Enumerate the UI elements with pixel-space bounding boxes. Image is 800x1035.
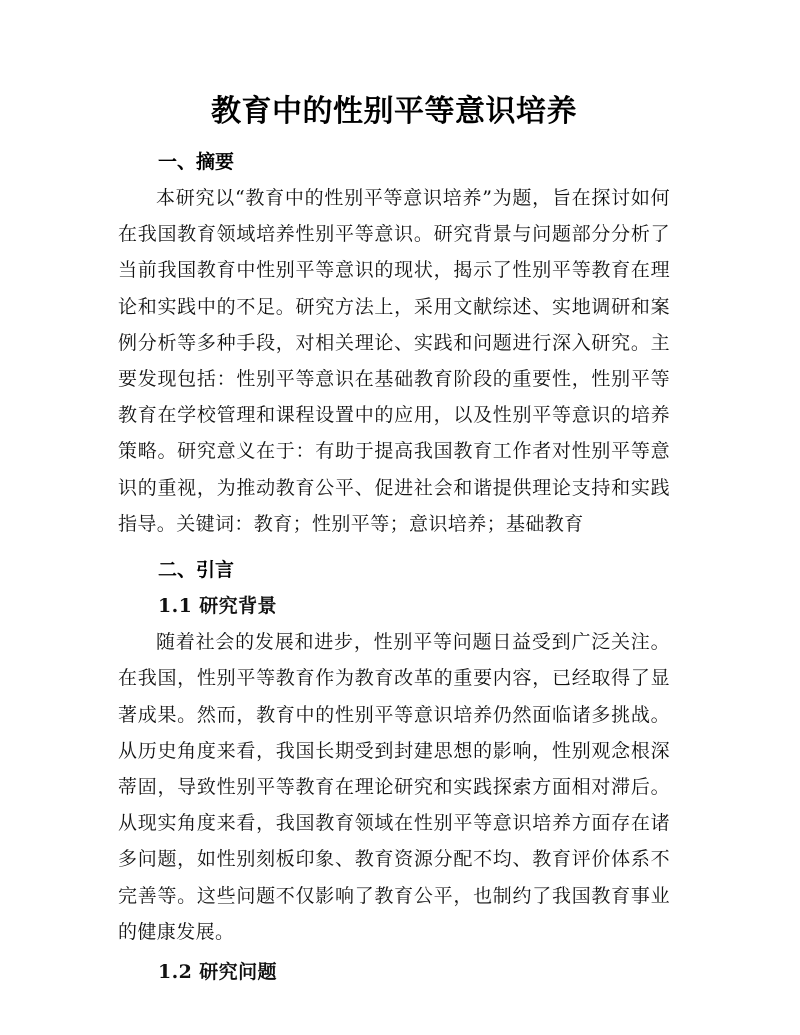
abstract-paragraph: 本研究以“教育中的性别平等意识培养”为题，旨在探讨如何在我国教育领域培养性别平等意识。研究背景与问题部分分析了当前我国教育中性别平等意识的现状，揭示了性别平等教育在理论和实践中的不足。研究方法上，采用文献综述、实地调研和案例分析等多种手段，对相关理论、实践和问题进行深入研究。主要发现包括：性别平等意识在基础教育阶段的重要性，性别平等教育在学校管理和课程设置中的应用，以及性别平等意识的培养策略。研究意义在于：有助于提高我国教育工作者对性别平等意识的重视，为推动教育公平、促进社会和谐提供理论支持和实践指导。关键词：教育；性别平等；意识培养；基础教育 [118,187,670,535]
research-background-paragraph: 随着社会的发展和进步，性别平等问题日益受到广泛关注。在我国，性别平等教育作为教育改革的重要内容，已经取得了显著成果。然而，教育中的性别平等意识培养仍然面临诸多挑战。从历史角度来看，我国长期受到封建思想的影响，性别观念根深蒂固，导致性别平等教育在理论研究和实践探索方面相对滞后。从现实角度来看，我国教育领域在性别平等意识培养方面存在诸多问题，如性别刻板印象、教育资源分配不均、教育评价体系不完善等。这些问题不仅影响了教育公平，也制约了我国教育事业的健康发展。 [118,631,670,943]
subsection-heading-research-background: 1.1 研究背景 [158,595,277,618]
section-heading-introduction: 二、引言 [158,559,235,582]
subsection-heading-research-questions: 1.2 研究问题 [158,961,277,984]
section-heading-abstract: 一、摘要 [158,151,235,173]
document-title: 教育中的性别平等意识培养 [211,94,577,129]
